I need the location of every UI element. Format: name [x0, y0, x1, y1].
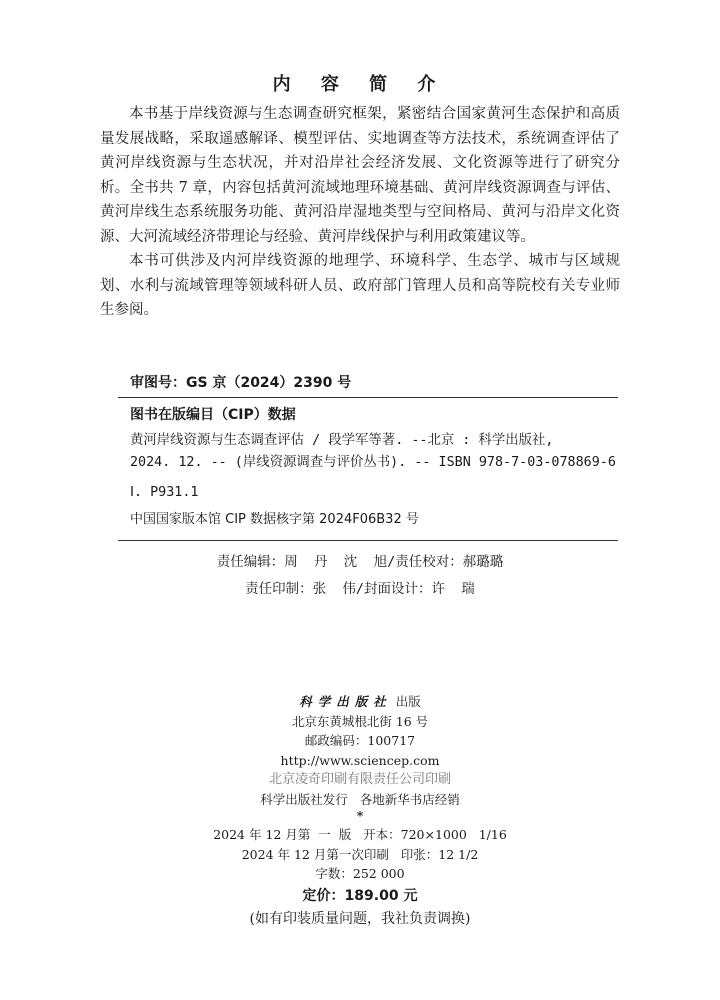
price: 定价：189.00 元: [302, 887, 418, 904]
divider-bottom: [118, 540, 618, 541]
cip-record-number: 中国国家版本馆 CIP 数据核字第 2024F06B32 号: [130, 512, 419, 527]
summary-section: [100, 102, 620, 323]
publisher-logo: 科学出版社: [299, 694, 392, 709]
printing-info: 2024 年 12 月第一次印刷 印张：12 1/2: [241, 846, 479, 862]
cip-block: [130, 404, 616, 531]
publisher-address: 北京东黄城根北街 16 号: [291, 713, 429, 729]
publisher-suffix: 出版: [395, 694, 421, 709]
divider-top: [118, 397, 618, 398]
postcode: 邮政编码：100717: [304, 733, 416, 748]
summary-paragraph-2: 本书可供涉及内河岸线资源的地理学、环境科学、生态学、城市与区域规划、水利与流域管理等领域科研人员、政府部门管理人员和高等院校有关专业师生参阅。: [100, 253, 620, 318]
exchange-note: (如有印装质量问题，我社负责调换): [249, 910, 471, 927]
word-count: 字数：252 000: [315, 866, 405, 881]
publisher-url: http://www.sciencep.com: [280, 752, 440, 768]
separator-star: *: [356, 808, 364, 823]
printer: 北京凌奇印刷有限责任公司印刷: [268, 772, 451, 787]
page-title: 内 容 简 介: [272, 74, 448, 95]
cip-classification: Ⅰ. P931.1: [130, 485, 199, 500]
imprint-block: [0, 692, 720, 930]
publisher-line: [0, 692, 720, 712]
cip-line-1: 黄河岸线资源与生态调查评估 / 段学军等著. --北京 : 科学出版社,: [130, 433, 554, 448]
cip-line-2: 2024. 12. -- (岸线资源调查与评价丛书). -- ISBN 978-7-03-078869-6: [130, 455, 616, 470]
editors-block: [0, 549, 720, 603]
cip-heading: 图书在版编目（CIP）数据: [130, 407, 296, 423]
map-approval-number: 审图号：GS 京（2024）2390 号: [130, 375, 352, 391]
distribution: 科学出版社发行 各地新华书店经销: [260, 791, 460, 807]
editors-line-2: 责任印制：张 伟/封面设计：许 瑞: [245, 581, 475, 597]
edition-info: 2024 年 12 月第 一 版 开本：720×1000 1/16: [213, 827, 507, 842]
summary-paragraph-1: 本书基于岸线资源与生态调查研究框架，紧密结合国家黄河生态保护和高质量发展战略，采取遥感解译、模型评估、实地调查等方法技术，系统调查评估了黄河岸线资源与生态状况，并对沿岸社会经济发展、文化资源等进行了研究分析。全书共 7 章，内容包括黄河流域地理环境基础、黄河岸线资源调查与评估、黄河岸线生态系统服务功能、黄河沿岸湿地类型与空间格局、黄河与沿岸文化资源、大河流域经济带理论与经验、黄河岸线保护与利用政策建议等。: [100, 106, 620, 245]
editors-line-1: 责任编辑：周 丹 沈 旭/责任校对：郝璐璐: [216, 554, 504, 570]
